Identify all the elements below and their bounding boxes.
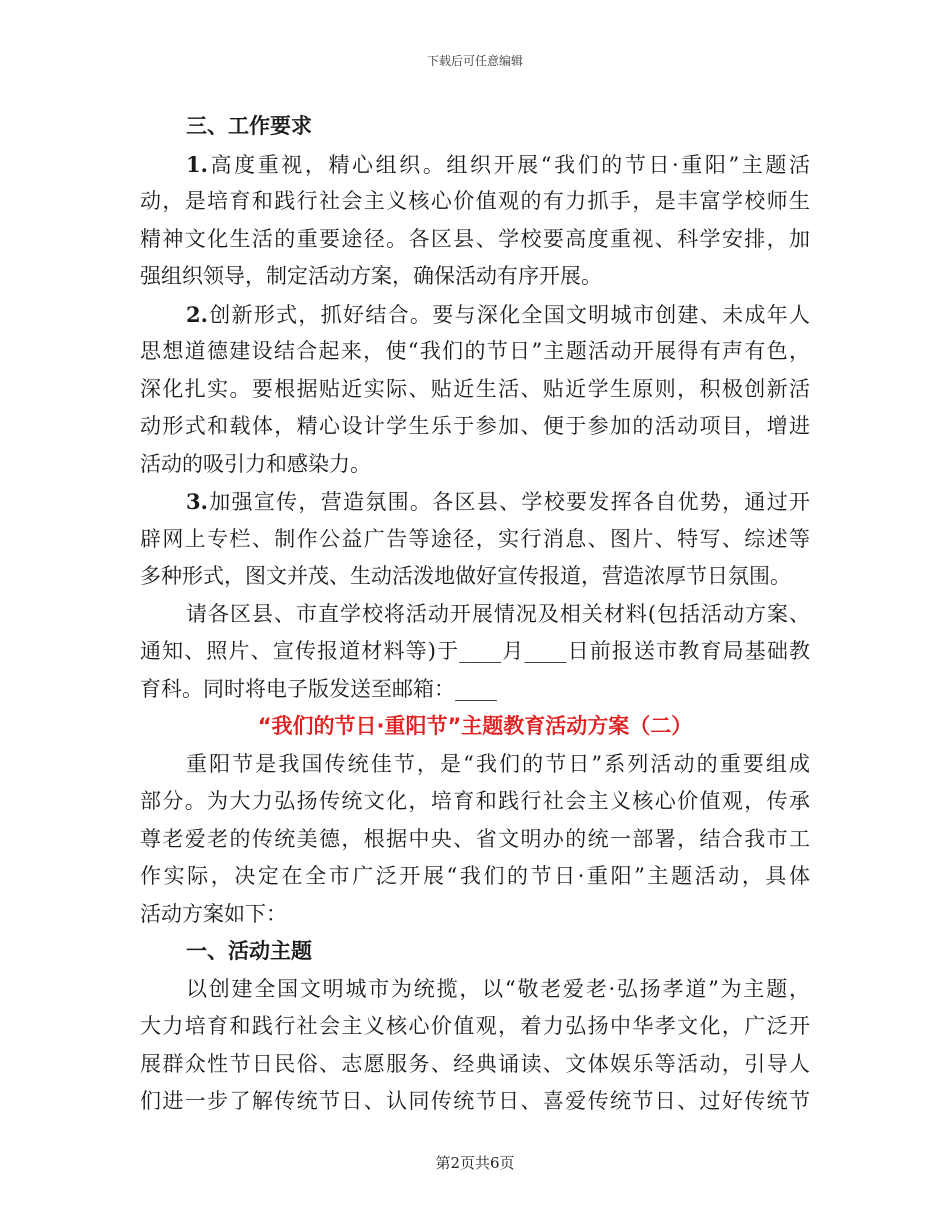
intro-line-4: 作实际，决定在全市广泛开展“我们的节日·重阳”主题活动，具体 xyxy=(140,864,810,888)
item2-paragraph xyxy=(140,296,810,484)
intro-line-2: 部分。为大力弘扬传统文化，培育和践行社会主义核心价值观，传承 xyxy=(140,789,810,813)
page-footer-note: 第2页共6页 xyxy=(435,1154,515,1172)
intro-paragraph xyxy=(140,746,810,934)
item2-line-2: 思想道德建设结合起来，使“我们的节日”主题活动开展得有声有色， xyxy=(140,339,810,363)
item2-text-1: 创新形式，抓好结合。要与深化全国文明城市创建、未成年人 xyxy=(207,302,810,327)
section3-heading: 三、工作要求 xyxy=(186,114,312,138)
request-line-1: 请各区县、市直学校将活动开展情况及相关材料(包括活动方案、 xyxy=(186,601,810,626)
item3-line-1 xyxy=(140,483,810,521)
request-line-2: 通知、照片、宣传报道材料等)于____月____日前报送市教育局基础教 xyxy=(140,639,810,663)
theme-line-4: 们进一步了解传统节日、认同传统节日、喜爱传统节日、过好传统节 xyxy=(140,1089,810,1113)
item2-number: 2. xyxy=(186,301,208,327)
intro-line-5: 活动方案如下： xyxy=(140,901,287,926)
section1-heading: 一、活动主题 xyxy=(186,939,312,963)
item1-line-2: 动，是培育和践行社会主义核心价值观的有力抓手，是丰富学校师生 xyxy=(140,189,810,213)
item2-line-5: 活动的吸引力和感染力。 xyxy=(140,451,371,476)
request-paragraph xyxy=(140,596,810,709)
item3-line-2: 辟网上专栏、制作公益广告等途径，实行消息、图片、特写、综述等 xyxy=(140,526,810,551)
theme-line-1: 以创建全国文明城市为统揽，以“敬老爱老·弘扬孝道”为主题， xyxy=(186,976,810,1001)
item1-number: 1. xyxy=(186,151,208,177)
document-title: “我们的节日·重阳节”主题教育活动方案（二） xyxy=(257,714,693,738)
item2-line-3: 深化扎实。要根据贴近实际、贴近生活、贴近学生原则，积极创新活 xyxy=(140,376,810,401)
item2-line-4: 动形式和载体，精心设计学生乐于参加、便于参加的活动项目，增进 xyxy=(140,414,810,438)
item1-line-3: 精神文化生活的重要途径。各区县、学校要高度重视、科学安排，加 xyxy=(140,226,810,251)
item3-paragraph xyxy=(140,483,810,596)
item1-paragraph xyxy=(140,146,810,296)
item3-text-1: 加强宣传，营造氛围。各区县、学校要发挥各自优势，通过开 xyxy=(207,490,810,514)
intro-line-3: 尊老爱老的传统美德，根据中央、省文明办的统一部署，结合我市工 xyxy=(140,826,810,851)
request-line-3: 育科。同时将电子版发送至邮箱：____ xyxy=(140,676,497,701)
theme-line-3: 展群众性节日民俗、志愿服务、经典诵读、文体娱乐等活动，引导人 xyxy=(140,1051,810,1076)
item1-line-1 xyxy=(140,146,810,184)
theme-paragraph xyxy=(140,971,810,1121)
page-header-note: 下载后可任意编辑 xyxy=(426,54,523,68)
item1-line-4: 强组织领导，制定活动方案，确保活动有序开展。 xyxy=(140,264,602,288)
item3-line-3: 多种形式，图文并茂、生动活泼地做好宣传报道，营造浓厚节日氛围。 xyxy=(140,564,791,588)
document-body xyxy=(140,108,810,1121)
theme-line-2: 大力培育和践行社会主义核心价值观，着力弘扬中华孝文化，广泛开 xyxy=(140,1014,810,1038)
intro-line-1: 重阳节是我国传统佳节，是“我们的节日”系列活动的重要组成 xyxy=(186,751,810,776)
item2-line-1 xyxy=(140,296,810,334)
item3-number: 3. xyxy=(186,489,208,514)
item1-text-1: 高度重视，精心组织。组织开展“我们的节日·重阳”主题活 xyxy=(207,152,810,177)
